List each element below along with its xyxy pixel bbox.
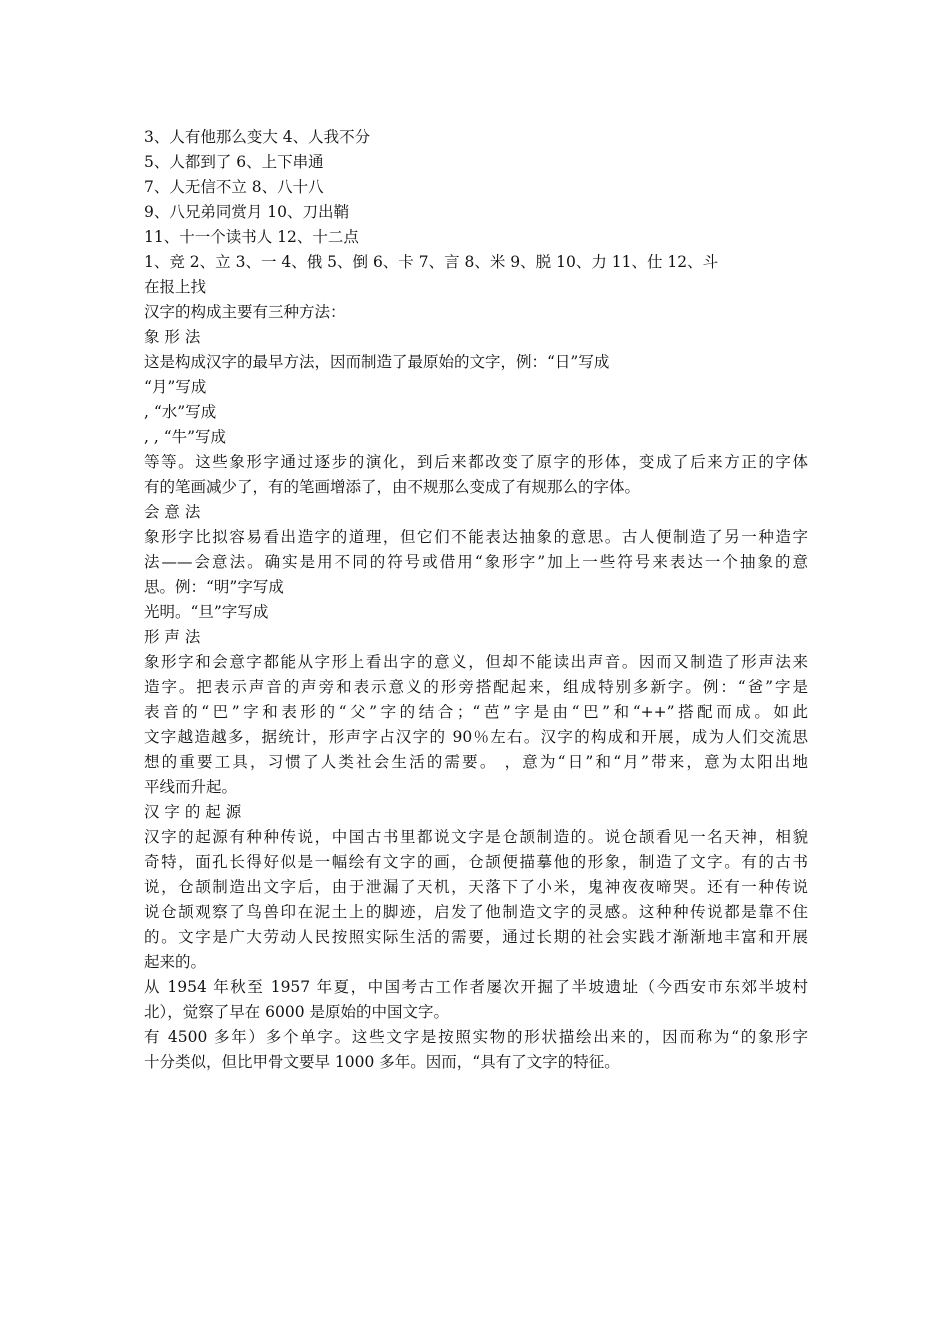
text-line: 法——会意法。确实是用不同的符号或借用“象形字”加上一些符号来表达一个抽象的意 — [144, 553, 808, 571]
text-line: 9、八兄弟同赏月 10、刀出鞘 — [144, 203, 350, 221]
section-heading: 会 意 法 — [144, 503, 201, 521]
text-line: 有 4500 多年）多个单字。这些文字是按照实物的形状描绘出来的，因而称为“的象形字 — [144, 1028, 808, 1046]
text-line: 象形字和会意字都能从字形上看出字的意义，但却不能读出声音。因而又制造了形声法来 — [144, 653, 808, 671]
text-line: , “水”写成 — [144, 403, 217, 421]
text-line: 十分类似，但比甲骨文要早 1000 多年。因而，“具有了文字的特征。 — [144, 1053, 620, 1071]
text-line: 7、人无信不立 8、八十八 — [144, 178, 324, 196]
text-line: 北），觉察了早在 6000 是原始的中国文字。 — [144, 1003, 450, 1021]
section-heading: 汉 字 的 起 源 — [144, 803, 242, 821]
section-heading: 形 声 法 — [144, 628, 201, 646]
text-line: 等等。这些象形字通过逐步的演化，到后来都改变了原字的形体，变成了后来方正的字体 — [144, 453, 808, 471]
text-line: 表音的“巴”字和表形的“父”字的结合；“芭”字是由“巴”和“++”搭配而成。如此 — [144, 703, 808, 721]
text-line: 象形字比拟容易看出造字的道理，但它们不能表达抽象的意思。古人便制造了另一种造字 — [144, 528, 808, 546]
text-line: 起来的。 — [144, 953, 207, 971]
text-line: 思。例：“明”字写成 — [144, 578, 284, 596]
text-line: 光明。“旦”字写成 — [144, 603, 269, 621]
text-line: 汉字的构成主要有三种方法： — [144, 303, 346, 321]
text-line: 平线而升起。 — [144, 778, 238, 796]
text-line: 的。文字是广大劳动人民按照实际生活的需要，通过长期的社会实践才渐渐地丰富和开展 — [144, 928, 808, 946]
text-line: 从 1954 年秋至 1957 年夏，中国考古工作者屡次开掘了半坡遗址（今西安市东郊半坡村 — [144, 978, 808, 996]
text-line: 11、十一个读书人 12、十二点 — [144, 228, 359, 246]
text-line: 有的笔画减少了，有的笔画增添了，由不规那么变成了有规那么的字体。 — [144, 478, 641, 496]
text-line: 说，仓颉制造出文字后，由于泄漏了天机，天落下了小米，鬼神夜夜啼哭。还有一种传说 — [144, 878, 808, 896]
text-line: 3、人有他那么变大 4、人我不分 — [144, 128, 371, 146]
text-line: 汉字的起源有种种传说，中国古书里都说文字是仓颉制造的。说仓颉看见一名天神，相貌 — [144, 828, 808, 846]
text-line: “月”写成 — [144, 378, 207, 396]
text-line: 造字。把表示声音的声旁和表示意义的形旁搭配起来，组成特别多新字。例：“爸”字是 — [144, 678, 808, 696]
text-line: 在报上找 — [144, 278, 207, 296]
text-line: 5、人都到了 6、上下串通 — [144, 153, 324, 171]
text-line: , , “牛”写成 — [144, 428, 227, 446]
section-heading: 象 形 法 — [144, 328, 201, 346]
text-line: 这是构成汉字的最早方法，因而制造了最原始的文字，例：“日”写成 — [144, 353, 610, 371]
text-line: 1、竞 2、立 3、一 4、俄 5、倒 6、卡 7、言 8、米 9、脱 10、力 11、仕 12、斗 — [144, 253, 719, 271]
text-line: 奇特，面孔长得好似是一幅绘有文字的画，仓颉便描摹他的形象，制造了文字。有的古书 — [144, 853, 808, 871]
text-line: 说仓颉观察了鸟兽印在泥土上的脚迹，启发了他制造文字的灵感。这种种传说都是靠不住 — [144, 903, 808, 921]
text-line: 想的重要工具，习惯了人类社会生活的需要。 ，意为“日”和“月”带来，意为太阳出地 — [144, 753, 808, 771]
text-line: 文字越造越多，据统计，形声字占汉字的 90％左右。汉字的构成和开展，成为人们交流思 — [144, 728, 808, 746]
